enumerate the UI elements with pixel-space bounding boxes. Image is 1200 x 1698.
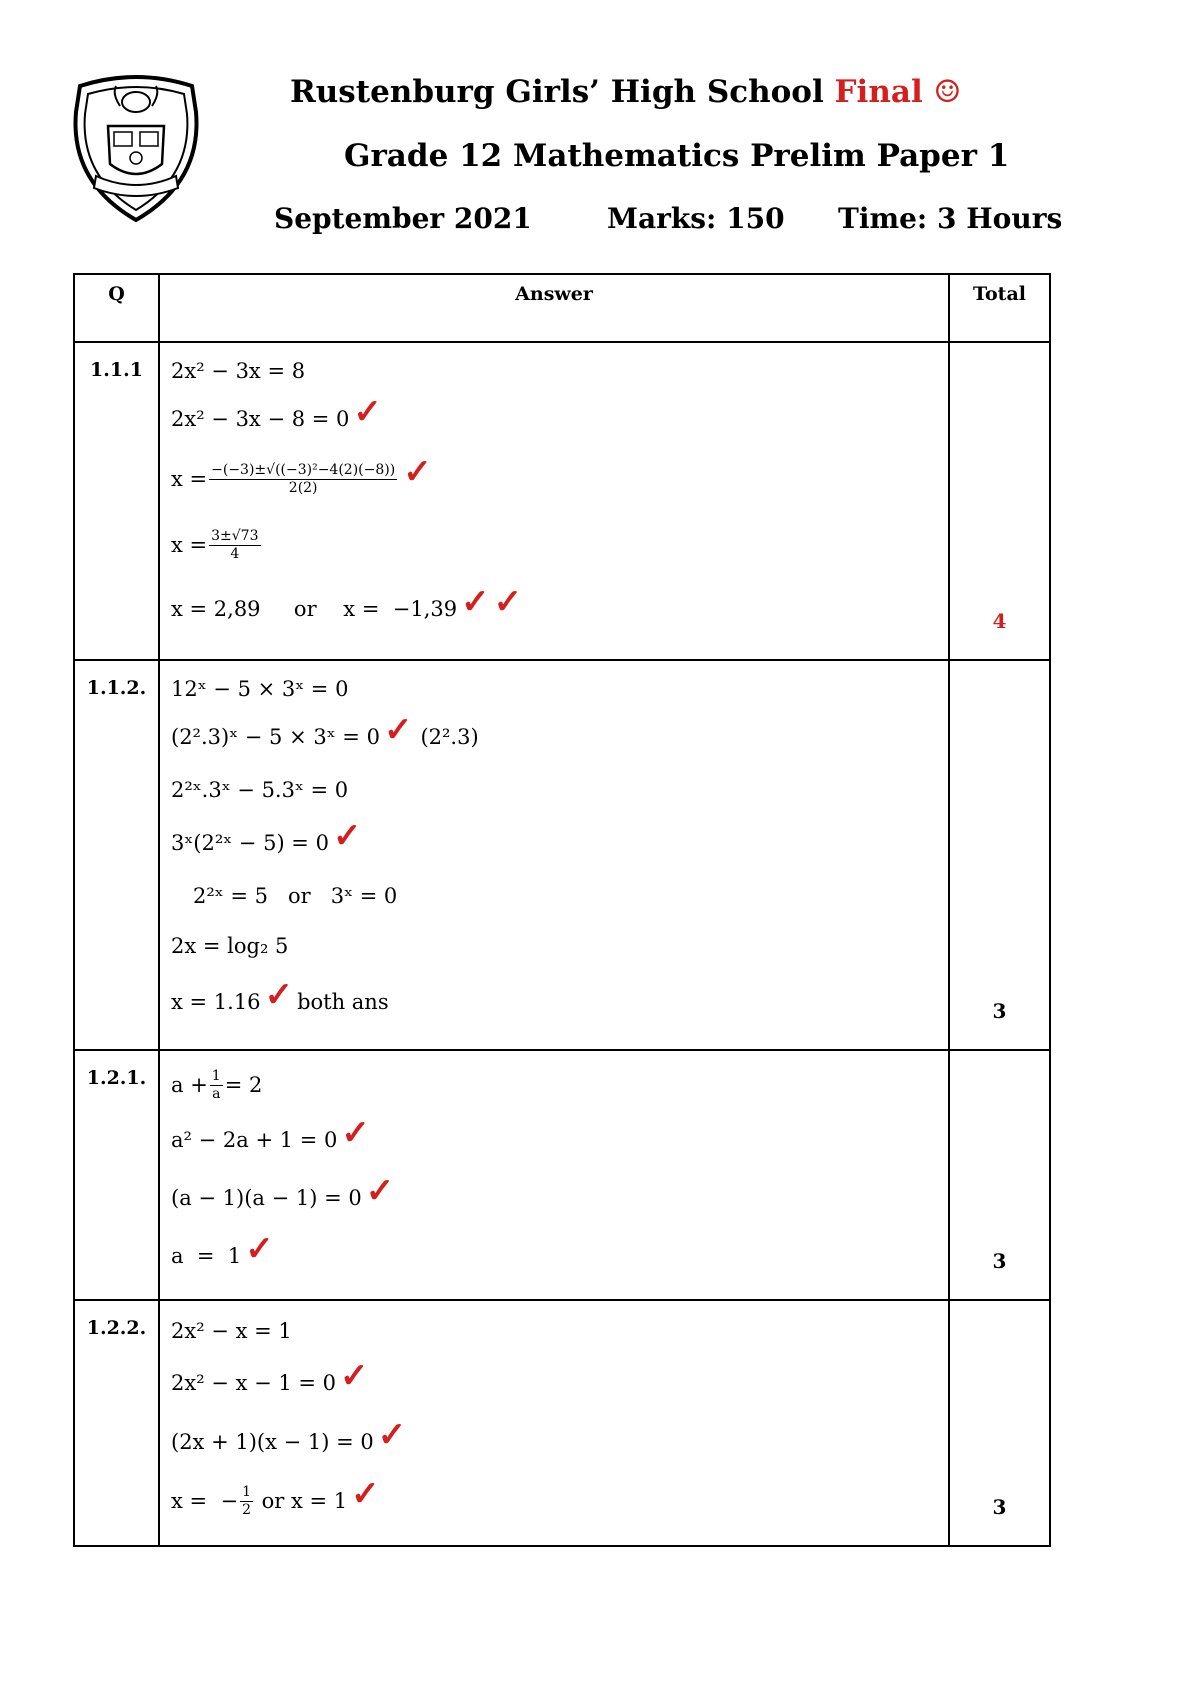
total-cell: [949, 342, 1050, 660]
math-text: a +: [171, 1073, 208, 1097]
math-text: x = 1.16: [171, 990, 261, 1014]
numerator: −(−3)±√((−3)²−4(2)(−8)): [211, 462, 396, 479]
mark-note: both ans: [297, 990, 389, 1014]
math-text: x =: [171, 533, 208, 557]
header-answer: Answer: [159, 274, 949, 342]
answer-cell: [159, 1050, 949, 1300]
answer-line: [171, 1169, 948, 1227]
paper-subtitle: Grade 12 Mathematics Prelim Paper 1: [344, 138, 1010, 174]
final-label: Final ☺: [834, 74, 962, 110]
header-total: Total: [949, 274, 1050, 342]
check-mark-icon: ✓: [377, 1415, 407, 1455]
total-marks: 3: [992, 1249, 1007, 1273]
answer-line: [171, 1413, 948, 1471]
check-mark-icon: ✓: [461, 582, 490, 622]
numerator: 1: [242, 1484, 251, 1501]
math-text: x = 2,89 or x = −1,39: [171, 597, 458, 621]
answer-line: [171, 1227, 948, 1285]
answer-line: [171, 1059, 948, 1111]
question-number: 1.1.1: [74, 342, 159, 660]
table-row: [74, 660, 1050, 1050]
answer-line: [171, 511, 948, 579]
check-mark-icon: ✓: [245, 1229, 274, 1269]
math-text: or x = 1: [254, 1489, 348, 1513]
table-row: [74, 342, 1050, 660]
header-q: Q: [74, 274, 159, 342]
math-text: x = −: [171, 1489, 239, 1513]
answer-line: [171, 1111, 948, 1169]
math-text: a = 1: [171, 1244, 242, 1268]
check-mark-icon: ✓: [332, 816, 362, 856]
answer-line: 12ˣ − 5 × 3ˣ = 0: [171, 677, 349, 701]
answer-line: 2²ˣ = 5 or 3ˣ = 0: [193, 884, 398, 908]
answer-cell: [159, 660, 949, 1050]
question-number: 1.2.1.: [74, 1050, 159, 1300]
exam-date: September 2021: [274, 202, 532, 235]
check-mark-icon: ✓: [403, 452, 432, 492]
math-text: (2x + 1)(x − 1) = 0: [171, 1430, 374, 1454]
question-number: 1.2.2.: [74, 1300, 159, 1546]
total-cell: [949, 1050, 1050, 1300]
denominator: 2: [242, 1501, 251, 1518]
answer-line: 2²ˣ.3ˣ − 5.3ˣ = 0: [171, 778, 349, 802]
exam-time: Time: 3 Hours: [838, 202, 1063, 235]
math-text: (2².3)ˣ − 5 × 3ˣ = 0: [171, 725, 380, 749]
total-cell: [949, 1300, 1050, 1546]
math-text: (a − 1)(a − 1) = 0: [171, 1186, 362, 1210]
numerator: 1: [211, 1068, 221, 1085]
answer-cell: [159, 342, 949, 660]
check-mark-icon: ✓: [353, 392, 382, 432]
school-name: Rustenburg Girls’ High School: [290, 74, 835, 110]
denominator: 2(2): [288, 479, 318, 496]
exam-marks: Marks: 150: [607, 202, 785, 235]
math-text: 2x² − x − 1 = 0: [171, 1371, 337, 1395]
total-marks: 3: [992, 999, 1007, 1023]
school-crest-logo: [72, 72, 200, 224]
answer-line: [171, 971, 948, 1033]
table-row: [74, 1300, 1050, 1546]
check-mark-icon: ✓: [264, 975, 294, 1015]
fraction: [210, 1068, 223, 1101]
memo-table: [73, 273, 1051, 1547]
answer-line: 2x² − 3x = 8: [171, 359, 306, 383]
denominator: 4: [230, 545, 240, 562]
answer-line: [171, 579, 948, 639]
check-mark-icon: ✓: [341, 1113, 370, 1153]
check-mark-icon: ✓: [365, 1171, 395, 1211]
numerator: 3±√73: [211, 528, 259, 545]
question-number: 1.1.2.: [74, 660, 159, 1050]
table-row: [74, 1050, 1050, 1300]
answer-line: 2x = log₂ 5: [171, 934, 289, 958]
fraction: [209, 528, 260, 561]
math-text: x =: [171, 467, 208, 491]
denominator: a: [212, 1085, 221, 1102]
total-cell: [949, 660, 1050, 1050]
fraction: [209, 462, 397, 495]
answer-line: [171, 1353, 948, 1413]
math-text: a² − 2a + 1 = 0: [171, 1128, 338, 1152]
math-text: = 2: [224, 1073, 263, 1097]
total-marks: 4: [992, 609, 1007, 633]
mark-note: (2².3): [420, 725, 479, 749]
answer-line: [171, 1471, 948, 1531]
answer-line: [171, 815, 948, 871]
answer-line: [171, 391, 948, 447]
math-text: 2x² − 3x − 8 = 0: [171, 407, 350, 431]
check-mark-icon: ✓: [383, 710, 413, 750]
check-mark-icon: ✓: [493, 582, 523, 622]
table-header-row: [74, 274, 1050, 342]
answer-line: [171, 709, 948, 765]
answer-cell: [159, 1300, 949, 1546]
total-marks: 3: [992, 1495, 1007, 1519]
document-title: [290, 74, 961, 110]
check-mark-icon: ✓: [340, 1356, 369, 1396]
answer-line: 2x² − x = 1: [171, 1319, 292, 1343]
answer-line: [171, 447, 948, 511]
math-text: 3ˣ(2²ˣ − 5) = 0: [171, 831, 329, 855]
check-mark-icon: ✓: [351, 1474, 380, 1514]
fraction: [240, 1484, 253, 1517]
